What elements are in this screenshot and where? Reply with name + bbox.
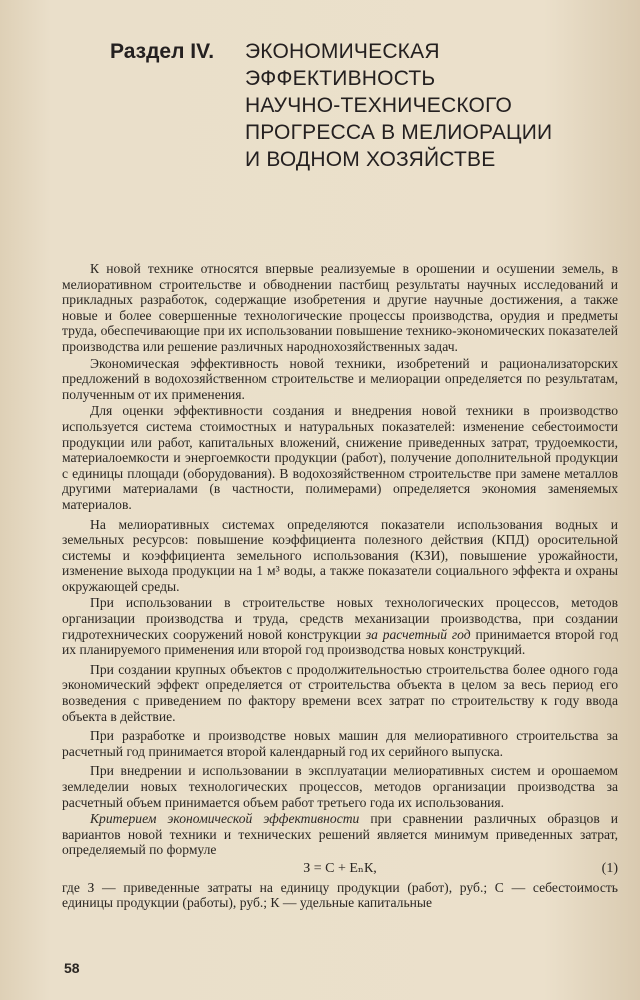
section-title-line: НАУЧНО-ТЕХНИЧЕСКОГО [245,94,513,117]
paragraph: Для оценки эффективности создания и внедрения новой техники в производство используется система стоимостных и натуральных показателей: изменение себестоимости продукции или работ, капитальных вложений, снижение приведенных затрат, трудоемкости, материалоемкости и энергоемкости продукции (работ), получение дополнительной продукции с единицы площади (оборудования). В водохозяйственном строительстве при замене металлов другими материалами (в частности, полимерами) определяется экономия заменяемых материалов. [62,403,618,512]
formula [62,861,618,877]
paragraph: К новой технике относятся впервые реализуемые в орошении и осушении земель, в мелиоративном строительстве и обводнении пастбищ результаты научных исследований и прикладных разработок, содержащие изобретения и другие научные достижения, а также новые и более совершенные технологические процессы производства, орудия и предметы труда, обеспечивающие при их использовании повышение технико-экономических показателей производства или решение различных народнохозяйственных задач. [62,261,618,354]
paragraph-text: При использовании в строительстве новых технологических процессов, методов организации производства и труда, средств механизации производства, при создании гидротехнических сооружений новой конструкции [62,595,618,642]
paragraph-text: при сравнении различных образцов и вариантов новой техники и технических решений является минимум приведенных затрат, определяемый по формуле [62,811,618,858]
section-title-line: ЭКОНОМИЧЕСКАЯ [245,40,440,63]
section-label: Раздел IV. [110,40,215,63]
section-title-line: ЭФФЕКТИВНОСТЬ [245,67,436,90]
section-heading [110,38,580,173]
body-text [62,261,618,912]
paragraph-text: принимается второй год их планируемого применения или второй год производства новых конструкций. [62,626,618,658]
paragraph: Экономическая эффективность новой техники, изобретений и рационализаторских предложений в водохозяйственном строительстве и мелиорации определяется по результатам, полученным от их применения. [62,355,618,402]
section-title [245,38,552,173]
italic-term: Критерием экономической эффективности [90,811,360,827]
section-title-line: ПРОГРЕССА В МЕЛИОРАЦИИ [245,121,553,144]
paragraph: При внедрении и использовании в эксплуатации мелиоративных систем и орошаемом земледелии новых технологических процессов, методов организации производства за расчетный объем принимается объем работ третьего года их использования. [62,763,618,810]
paragraph: На мелиоративных системах определяются показатели использования водных и земельных ресурсов: повышение коэффициента полезного действия (КПД) оросительной системы и коэффициента земельного использования (КЗИ), повышение урожайности, изменение выхода продукции на 1 м³ воды, а также показатели социального эффекта и охраны окружающей среды. [62,516,618,594]
paragraph: При разработке и производстве новых машин для мелиоративного строительства за расчетный год принимается второй календарный год их серийного выпуска. [62,728,618,759]
italic-term: за расчетный год [365,626,471,642]
formula-number: (1) [601,860,618,876]
page-number: 58 [64,960,80,976]
paragraph: где З — приведенные затраты на единицу продукции (работ), руб.; С — себестоимость единицы продукции (работы), руб.; К — удельные капитальные [62,879,618,911]
paragraph [62,811,618,858]
paragraph: При создании крупных объектов с продолжительностью строительства более одного года экономический эффект определяется от строительства объекта в целом за весь период его возведения с приведением по фактору времени всех затрат по строительству к году ввода объекта в действие. [62,661,618,724]
paragraph [62,595,618,657]
section-title-line: И ВОДНОМ ХОЗЯЙСТВЕ [245,148,496,171]
formula-expression: З = С + EₙК, [303,860,377,876]
